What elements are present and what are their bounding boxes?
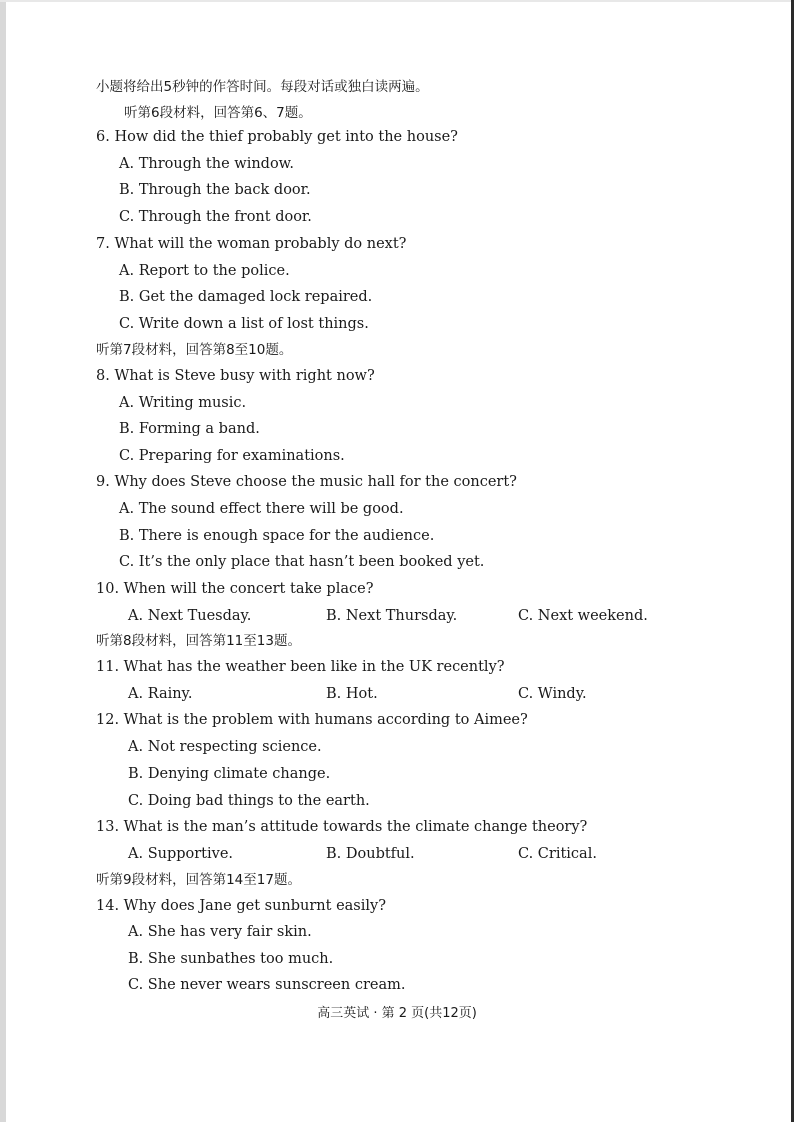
question-9-option-a: A. The sound effect there will be good.	[119, 501, 404, 517]
question-12-option-c: C. Doing bad things to the earth.	[128, 793, 370, 809]
section-heading-9: 听第9段材料，回答第14至17题。	[96, 872, 301, 888]
question-13-stem: 13. What is the man’s attitude towards the climate change theory?	[96, 819, 588, 835]
question-6-stem: 6. How did the thief probably get into the house?	[96, 129, 458, 145]
question-12-option-b: B. Denying climate change.	[128, 766, 331, 782]
question-6-option-a: A. Through the window.	[119, 156, 294, 172]
question-11-stem: 11. What has the weather been like in the UK recently?	[96, 659, 505, 675]
question-11-option-a: A. Rainy.	[128, 686, 193, 702]
question-14-option-b: B. She sunbathes too much.	[128, 951, 334, 967]
question-13-option-a: A. Supportive.	[128, 846, 234, 862]
question-11-option-b: B. Hot.	[326, 686, 378, 702]
question-13-option-b: B. Doubtful.	[326, 846, 415, 862]
question-7-stem: 7. What will the woman probably do next?	[96, 236, 407, 252]
question-10-stem: 10. When will the concert take place?	[96, 581, 374, 597]
question-9-option-b: B. There is enough space for the audience.	[119, 528, 435, 544]
page-left-edge	[0, 0, 6, 1122]
question-7-option-a: A. Report to the police.	[119, 263, 290, 279]
question-8-stem: 8. What is Steve busy with right now?	[96, 368, 375, 384]
page-top-edge	[0, 0, 794, 2]
question-12-stem: 12. What is the problem with humans according to Aimee?	[96, 712, 528, 728]
question-14-option-a: A. She has very fair skin.	[128, 924, 312, 940]
question-11-option-c: C. Windy.	[518, 686, 587, 702]
question-10-option-c: C. Next weekend.	[518, 608, 648, 624]
question-8-option-b: B. Forming a band.	[119, 421, 260, 437]
section-heading-7: 听第7段材料，回答第8至10题。	[96, 342, 293, 358]
section-heading-8: 听第8段材料，回答第11至13题。	[96, 633, 301, 649]
question-9-stem: 9. Why does Steve choose the music hall for the concert?	[96, 474, 517, 490]
question-8-option-a: A. Writing music.	[119, 395, 247, 411]
question-6-option-c: C. Through the front door.	[119, 209, 312, 225]
question-6-option-b: B. Through the back door.	[119, 182, 311, 198]
page-footer: 高三英试 · 第 2 页(共12页)	[317, 1006, 477, 1021]
question-10-option-b: B. Next Thursday.	[326, 608, 458, 624]
question-7-option-c: C. Write down a list of lost things.	[119, 316, 369, 332]
question-12-option-a: A. Not respecting science.	[128, 739, 322, 755]
question-10-option-a: A. Next Tuesday.	[128, 608, 252, 624]
question-7-option-b: B. Get the damaged lock repaired.	[119, 289, 373, 305]
question-8-option-c: C. Preparing for examinations.	[119, 448, 345, 464]
question-14-stem: 14. Why does Jane get sunburnt easily?	[96, 898, 386, 914]
question-9-option-c: C. It’s the only place that hasn’t been booked yet.	[119, 554, 485, 570]
section-heading-6: 听第6段材料，回答第6、7题。	[124, 105, 312, 121]
question-14-option-c: C. She never wears sunscreen cream.	[128, 977, 406, 993]
intro-text: 小题将给出5秒钟的作答时间。每段对话或独白读两遍。	[96, 79, 429, 95]
question-13-option-c: C. Critical.	[518, 846, 597, 862]
